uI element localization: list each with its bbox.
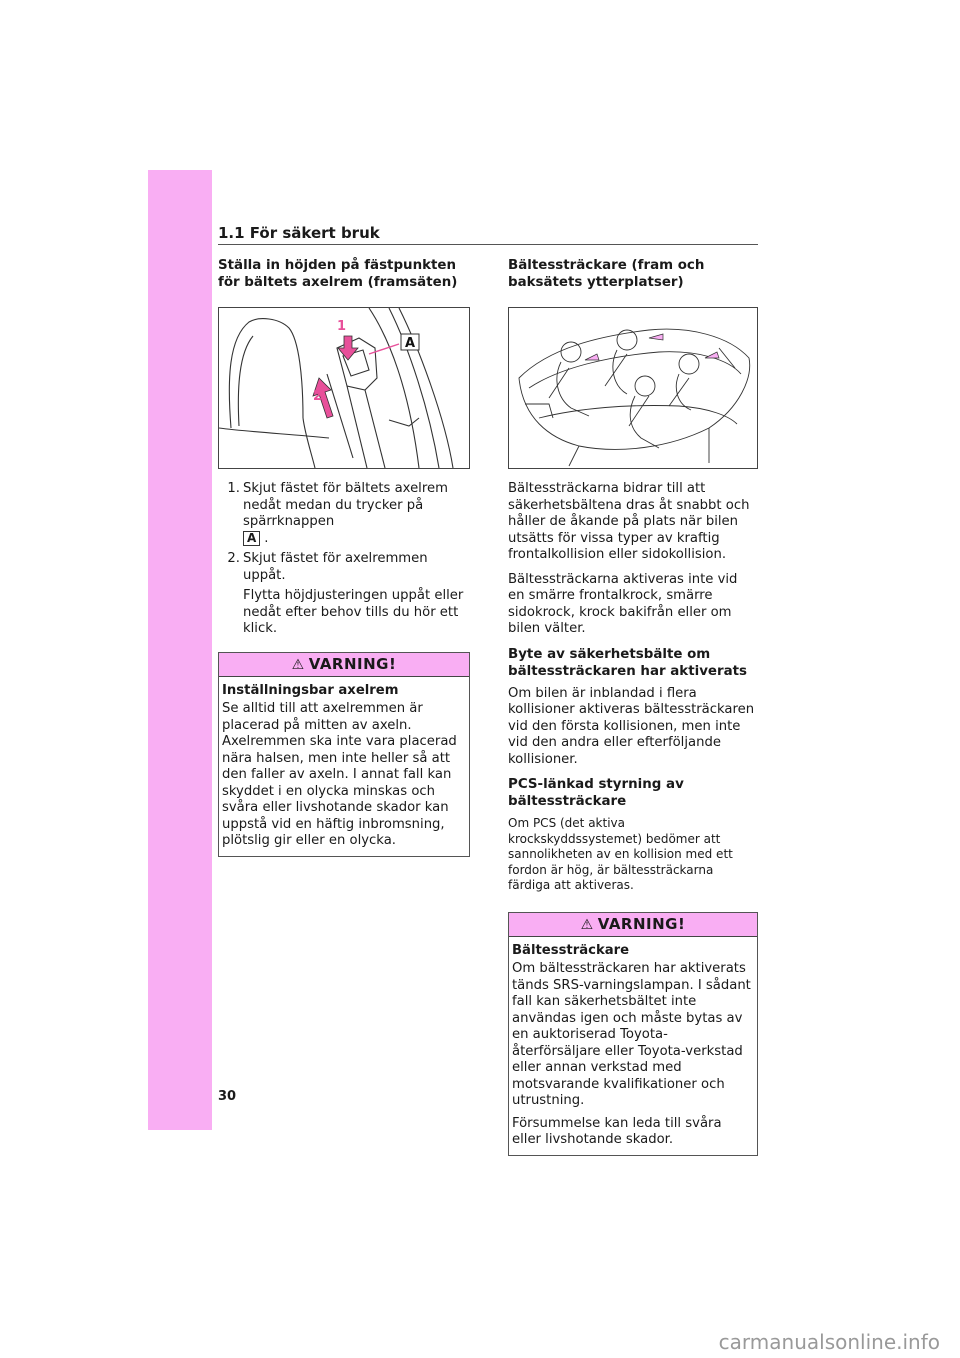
warning-triangle-icon: ⚠ (291, 656, 305, 673)
para-1: Bältessträckarna bidrar till att säkerhetsbältena dras åt snabbt och håller de åkande på plats när bilen utsätts för vissa typer av kraftig frontalkollision eller sidokollision. (508, 481, 750, 562)
step-number: 1. (227, 481, 240, 496)
subheading-1: Byte av säkerhetsbälte om bältessträckaren har aktiverats (508, 646, 748, 679)
para-3: Om bilen är inblandad i flera kollisioner aktiveras bältessträckaren vid den första kollisionen, men inte vid den andra eller efterföljande kollisioner. (508, 685, 755, 767)
step-subtext: Flytta höjdjusteringen uppåt eller nedåt efter behov tills du hör ett klick. (243, 588, 464, 636)
left-heading: Ställa in höjden på fästpunkten för bältets axelrem (framsäten) (218, 258, 458, 290)
step-text: Skjut fästet för bältets axelrem nedåt medan du trycker på spärrknappen (243, 481, 448, 529)
car-interior-illustration (509, 308, 757, 468)
step-2 (218, 551, 470, 638)
step-text: Skjut fästet för axelremmen uppåt. (243, 551, 428, 583)
page-number: 30 (218, 1089, 237, 1104)
step-number: 2. (227, 551, 240, 566)
warning-header (509, 913, 757, 937)
right-column (508, 257, 758, 1156)
warning-box-left (218, 652, 470, 857)
left-column (218, 257, 470, 857)
section-title: 1.1 För säkert bruk (218, 224, 380, 242)
warning-text: Se alltid till att axelremmen är placerad på mitten av axeln. Axelremmen ska inte vara placerad nära halsen, men inte heller så att den faller av axeln. I annat fall kan skyddet i en olycka minskas och svåra eller livshotande skador kan uppstå vid en häftig inbromsning, plötslig gir eller en olycka. (222, 701, 457, 848)
subheading-2: PCS-länkad styrning av bältessträckare (508, 777, 684, 809)
warning-header (219, 653, 469, 677)
warning-box-right (508, 912, 758, 1156)
figure-label-2: 2 (313, 389, 323, 404)
warning-title: Inställningsbar axelrem (222, 682, 399, 698)
pretensioner-figure (508, 307, 758, 469)
warning-text-2: Försummelse kan leda till svåra eller livshotande skador. (512, 1115, 722, 1147)
warning-text: Om bältessträckaren har aktiverats tänds SRS-varningslampan. I sådant fall kan säkerhetsbältet inte användas igen och måste bytas av en auktoriserad Toyota-återförsäljare eller Toyota-verkstad eller annan verkstad med motsvarande kvalifikationer och utrustning. (512, 961, 751, 1108)
warning-triangle-icon: ⚠ (580, 916, 594, 933)
warning-label: VARNING! (308, 654, 397, 673)
para-2: Bältessträckarna aktiveras inte vid en smärre frontalkrock, smärre sidokrock, krock bakifrån eller om bilen välter. (508, 571, 738, 636)
warning-title: Bältessträckare (512, 942, 630, 958)
chapter-side-bar (148, 170, 212, 1130)
warning-label: VARNING! (597, 914, 686, 933)
seatbelt-anchor-figure (218, 307, 470, 469)
step-1 (218, 481, 470, 547)
right-heading: Bältessträckare (fram och baksätets ytterplatser) (508, 258, 705, 290)
figure-label-a: A (405, 336, 416, 351)
watermark: carmanualsonline.info (718, 1330, 940, 1354)
step-tail: . (264, 530, 269, 546)
button-marker-a: A (243, 531, 260, 546)
figure-label-1: 1 (337, 319, 347, 334)
section-divider (218, 244, 758, 245)
para-4: Om PCS (det aktiva krockskyddssystemet) bedömer att sannolikheten av en kollision med ett fordon är hög, är bältessträckarna färdiga att aktiveras. (508, 816, 733, 892)
seatbelt-anchor-illustration (219, 308, 469, 468)
